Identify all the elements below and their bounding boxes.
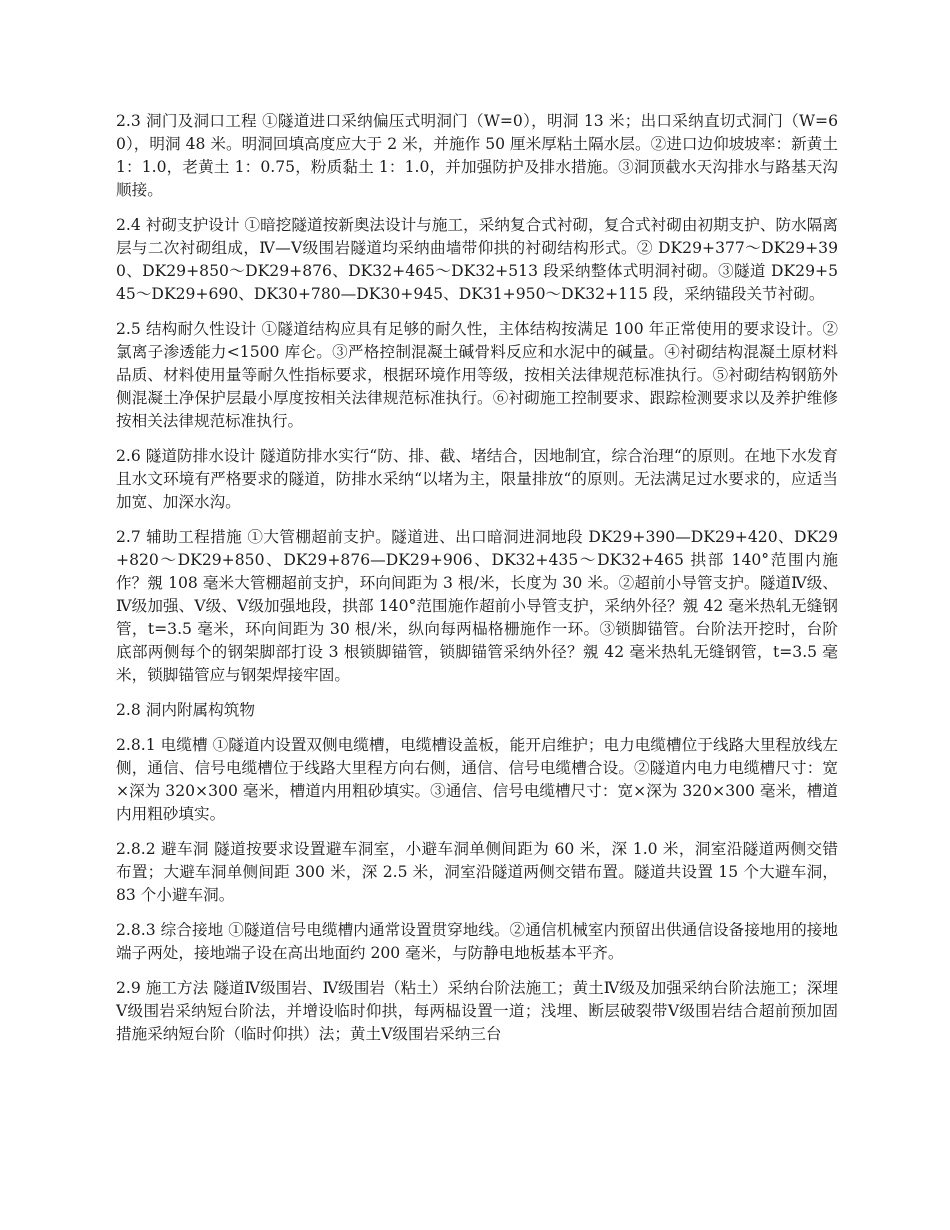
- section-2-3-paragraph: 2.3 洞门及洞口工程 ①隧道进口采纳偏压式明洞门（W=0），明洞 13 米；出口采纳直切式洞门（W=60），明洞 48 米。明洞回填高度应大于 2 米，并施作 50 厘米厚粘土隔水层。②进口边仰坡坡率：新黄土 1：1.0，老黄土 1：0.75，粉质黏土 1：1.0，并加强防护及排水措施。③洞顶截水天沟排水与路基天沟顺接。: [116, 112, 838, 199]
- section-2-4-paragraph: 2.4 衬砌支护设计 ①暗挖隧道按新奥法设计与施工，采纳复合式衬砌，复合式衬砌由初期支护、防水隔离层与二次衬砌组成，Ⅳ—Ⅴ级围岩隧道均采纳曲墙带仰拱的衬砌结构形式。② DK29+377～DK29+390、DK29+850～DK29+876、DK32+465～DK32+513 段采纳整体式明洞衬砌。③隧道 DK29+545～DK29+690、DK30+780—DK30+945、DK31+950～DK32+115 段，采纳锚段关节衬砌。: [116, 216, 838, 303]
- section-2-8-2-paragraph: 2.8.2 避车洞 隧道按要求设置避车洞室，小避车洞单侧间距为 60 米，深 1.0 米，洞室沿隧道两侧交错布置；大避车洞单侧间距 300 米，深 2.5 米，洞室沿隧道两侧交错布置。隧道共设置 15 个大避车洞，83 个小避车洞。: [116, 840, 838, 904]
- section-2-8-heading: 2.8 洞内附属构筑物: [116, 701, 255, 719]
- section-2-5-paragraph: 2.5 结构耐久性设计 ①隧道结构应具有足够的耐久性，主体结构按满足 100 年正常使用的要求设计。②氯离子渗透能力<1500 库仑。③严格控制混凝土碱骨料反应和水泥中的碱量。④衬砌结构混凝土原材料品质、材料使用量等耐久性指标要求，根据环境作用等级，按相关法律规范标准执行。⑤衬砌结构钢筋外侧混凝土净保护层最小厚度按相关法律规范标准执行。⑥衬砌施工控制要求、跟踪检测要求以及养护维修按相关法律规范标准执行。: [116, 320, 838, 430]
- section-2-6-paragraph: 2.6 隧道防排水设计 隧道防排水实行“防、排、截、堵结合，因地制宜，综合治理“的原则。在地下水发育且水文环境有严格要求的隧道，防排水采纳“以堵为主，限量排放“的原则。无法满足过水要求的，应适当加宽、加深水沟。: [116, 447, 838, 511]
- section-2-9-paragraph: 2.9 施工方法 隧道Ⅳ级围岩、Ⅳ级围岩（粘土）采纳台阶法施工；黄土Ⅳ级及加强采纳台阶法施工；深埋Ⅴ级围岩采纳短台阶法，并增设临时仰拱，每两榀设置一道；浅埋、断层破裂带Ⅴ级围岩结合超前预加固措施采纳短台阶（临时仰拱）法；黄土Ⅴ级围岩采纳三台: [116, 979, 838, 1043]
- document-body: [116, 110, 838, 1058]
- section-2-7-paragraph: 2.7 辅助工程措施 ①大管棚超前支护。隧道进、出口暗洞进洞地段 DK29+390—DK29+420、DK29+820～DK29+850、DK29+876—DK29+906、DK32+435～DK32+465 拱部 140°范围内施作？覫 108 毫米大管棚超前支护，环向间距为 3 根/米，长度为 30 米。②超前小导管支护。隧道Ⅳ级、Ⅳ级加强、Ⅴ级、Ⅴ级加强地段，拱部 140°范围施作超前小导管支护，采纳外径？覫 42 毫米热轧无缝钢管，t=3.5 毫米，环向间距为 30 根/米，纵向每两榀格栅施作一环。③锁脚锚管。台阶法开挖时，台阶底部两侧每个的钢架脚部打设 3 根锁脚锚管，锁脚锚管采纳外径？覫 42 毫米热轧无缝钢管，t=3.5 毫米，锁脚锚管应与钢架焊接牢固。: [116, 528, 838, 684]
- section-2-8-1-paragraph: 2.8.1 电缆槽 ①隧道内设置双侧电缆槽，电缆槽设盖板，能开启维护；电力电缆槽位于线路大里程放线左侧，通信、信号电缆槽位于线路大里程方向右侧，通信、信号电缆槽合设。②隧道内电力电缆槽尺寸：宽×深为 320×300 毫米，槽道内用粗砂填实。③通信、信号电缆槽尺寸：宽×深为 320×300 毫米，槽道内用粗砂填实。: [116, 736, 838, 823]
- section-2-8-3-paragraph: 2.8.3 综合接地 ①隧道信号电缆槽内通常设置贯穿地线。②通信机械室内预留出供通信设备接地用的接地端子两处，接地端子设在高出地面约 200 毫米，与防静电地板基本平齐。: [116, 921, 838, 962]
